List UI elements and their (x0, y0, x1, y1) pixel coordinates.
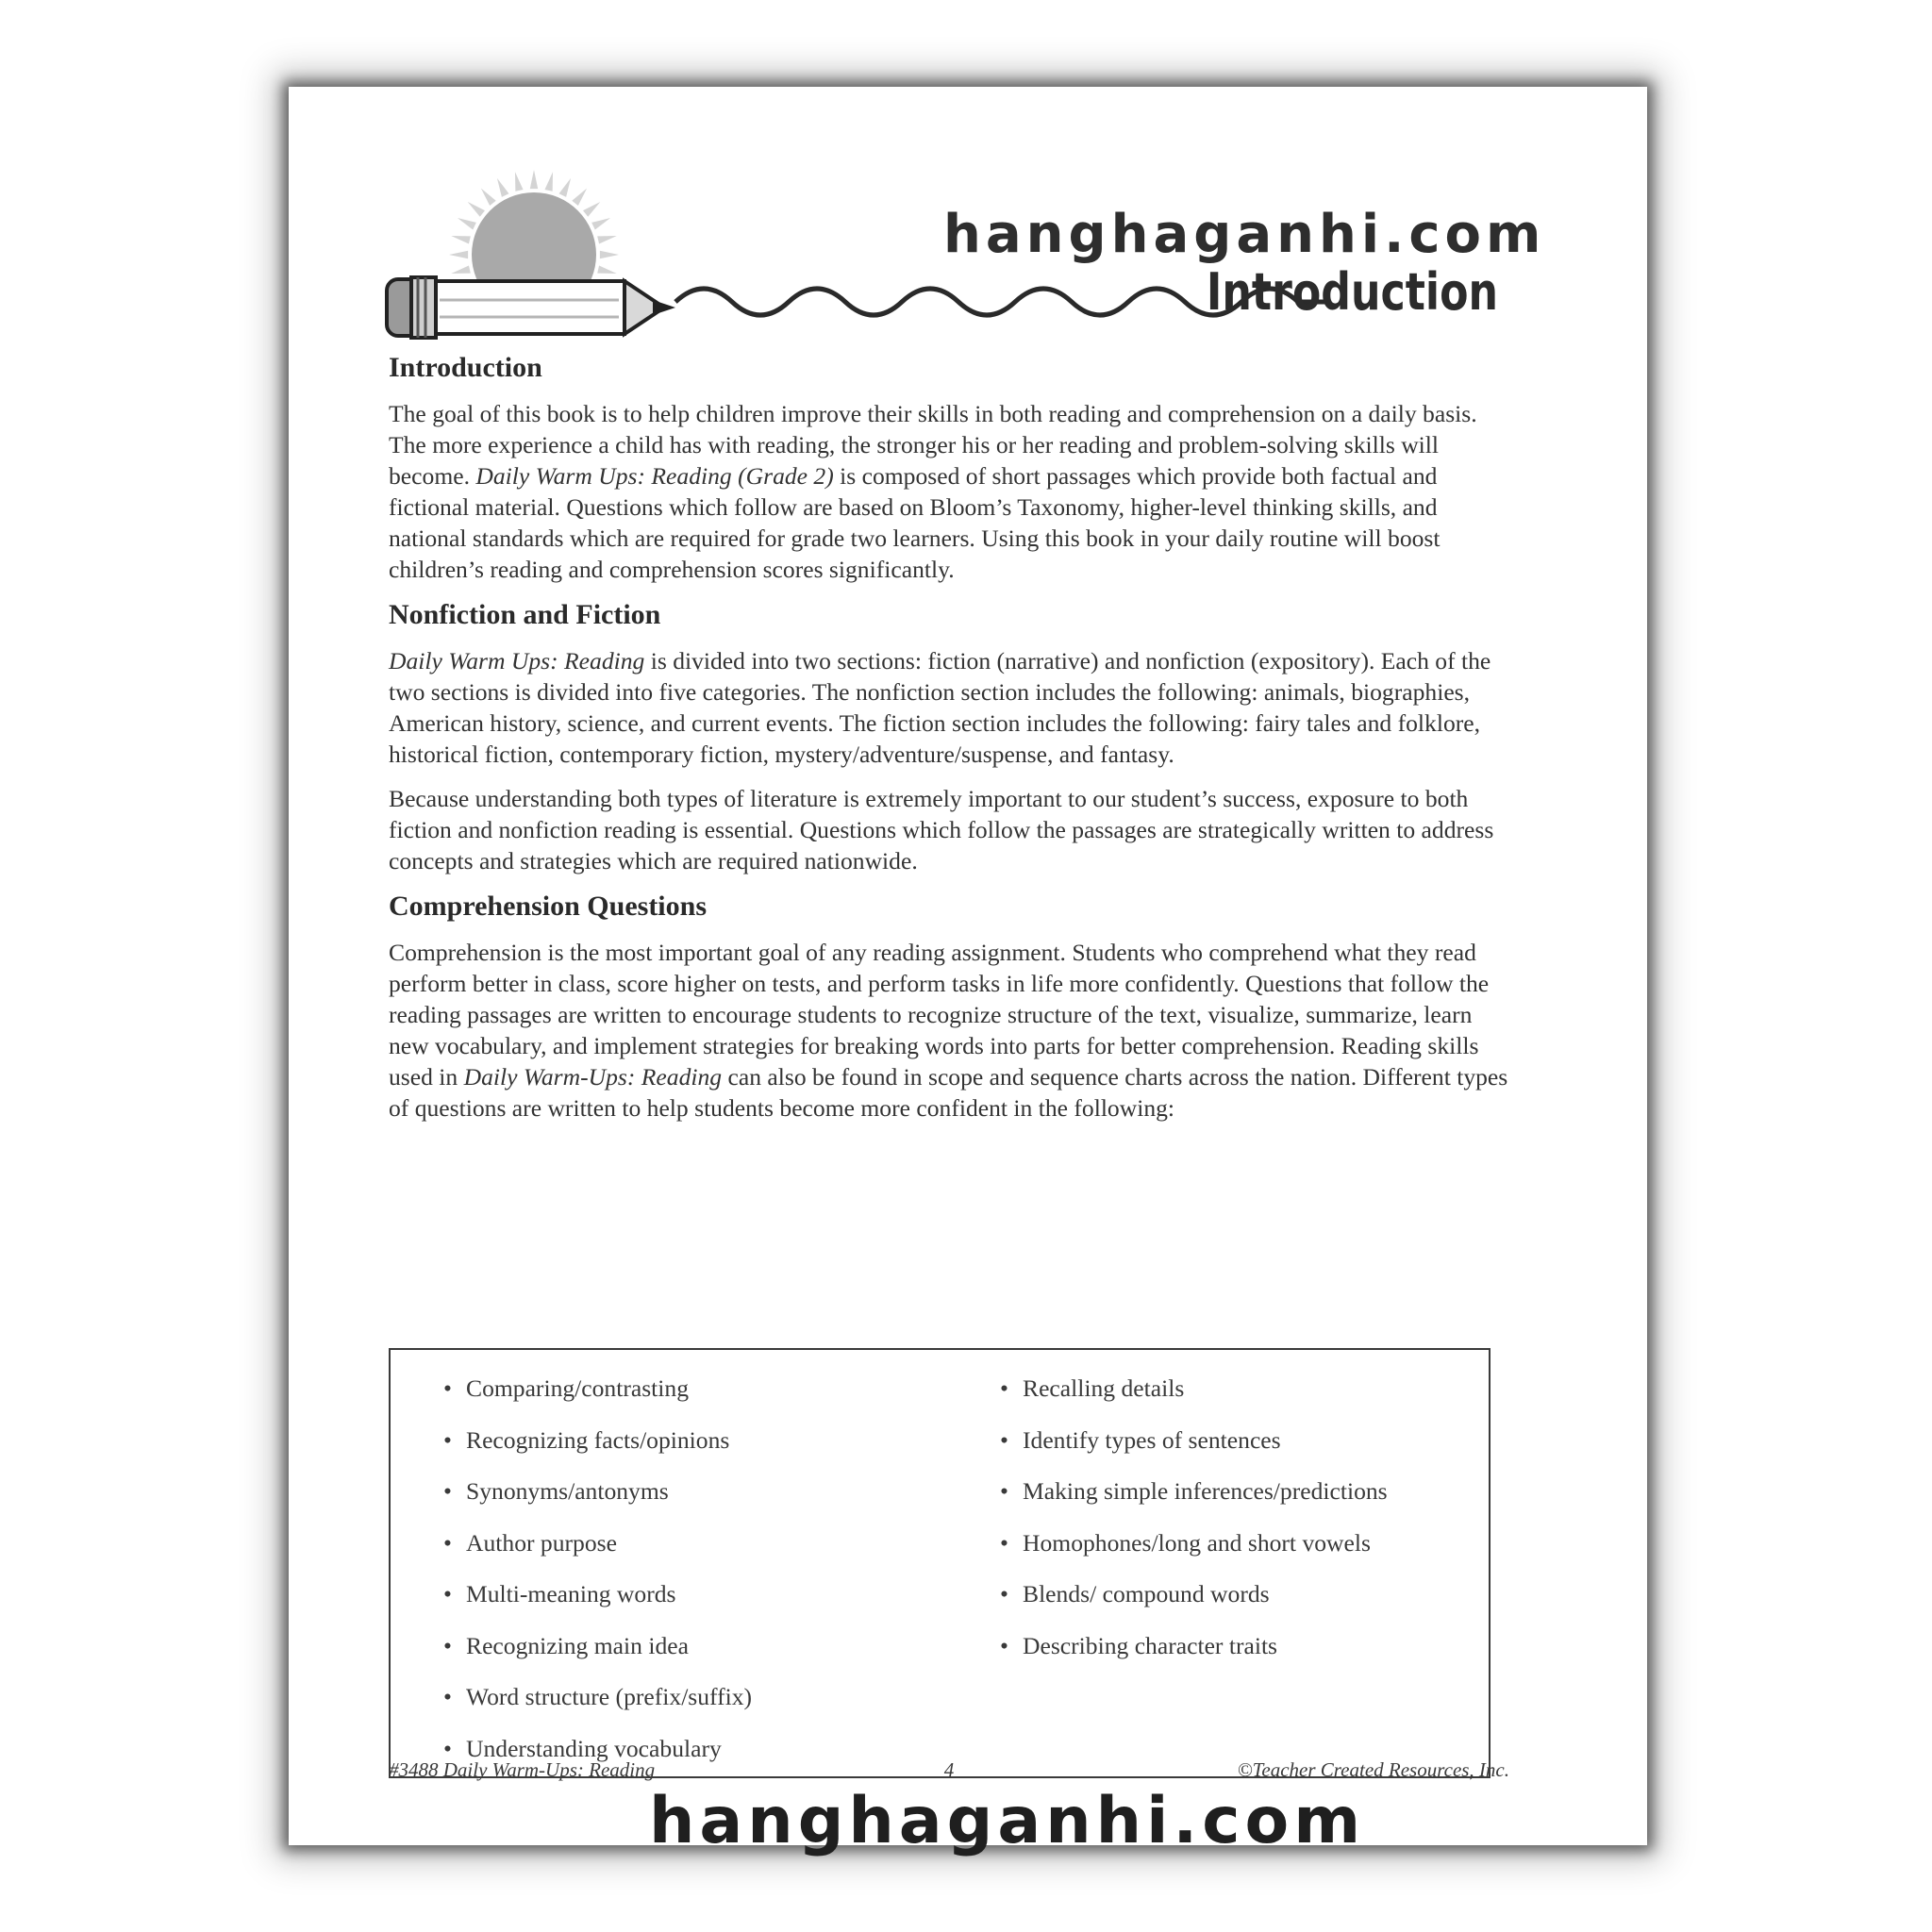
skill-label: Synonyms/antonyms (466, 1477, 669, 1505)
skill-item (1000, 1374, 1388, 1426)
section-heading: Nonfiction and Fiction (389, 599, 661, 630)
sun-ray (530, 170, 538, 189)
footer-title: #3488 Daily Warm-Ups: Reading (389, 1758, 656, 1781)
paragraph-text: is composed of short passages which provide both factual and fictional material. Questions which follow are based on Bloom’s Taxonomy, higher-level thinking skills, and national standards which are required for grade two learners. Using this book in your daily routine will boost children’s reading and comprehension scores significantly. (389, 462, 1441, 583)
paragraph (389, 398, 1513, 585)
sun-ray (458, 218, 476, 230)
paragraph (389, 645, 1513, 770)
paragraph-text: is divided into two sections: fiction (narrative) and nonfiction (expository). Each of the two sections is divided into five categories. The nonfiction section includes the following: animals, biographies, American history, science, and current events. The fiction section includes the following: fairy tales and folklore, historical fiction, contemporary fiction, mystery/adventure/suspense, and fantasy. (389, 647, 1491, 768)
section (389, 890, 1513, 1124)
sun-ray (591, 218, 610, 230)
bullet-icon: • (443, 1528, 452, 1557)
book-title: Daily Warm Ups: Reading (389, 647, 645, 675)
paragraph-text: The goal of this book is to help children improve their skills in both reading and comprehension on a daily basis. The more experience a child has with reading, the stronger his or her reading and problem-solving skills will become. (389, 400, 1477, 490)
skill-label: Homophones/long and short vowels (1023, 1528, 1371, 1557)
skill-label: Recognizing facts/opinions (466, 1425, 730, 1454)
skill-item (1000, 1426, 1388, 1478)
skill-item (443, 1683, 752, 1735)
bullet-icon: • (443, 1477, 452, 1505)
skill-label: Describing character traits (1023, 1631, 1278, 1659)
skill-label: Author purpose (466, 1528, 617, 1557)
section (389, 351, 1513, 585)
skills-box (389, 1348, 1491, 1778)
skill-label: Understanding vocabulary (466, 1734, 722, 1762)
skill-label: Blends/ compound words (1023, 1580, 1270, 1607)
sun-ray (544, 172, 553, 192)
skill-item (443, 1374, 752, 1426)
sun-ray (451, 236, 471, 244)
sun-ray (449, 251, 468, 258)
skill-item (443, 1632, 752, 1684)
paragraph-text: can also be found in scope and sequence charts across the nation. Different types of questions are written to help students become more confident in the following: (389, 1063, 1508, 1122)
skill-item (443, 1426, 752, 1478)
skill-item (1000, 1632, 1388, 1684)
page-number: 4 (943, 1758, 955, 1781)
sun-ray (468, 202, 485, 217)
skill-label: Word structure (prefix/suffix) (466, 1683, 753, 1710)
skill-item (1000, 1529, 1388, 1581)
section (389, 598, 1513, 876)
bullet-icon: • (1000, 1425, 1008, 1454)
paragraph (389, 783, 1513, 876)
watermark-bottom: hanghaganhi.com (649, 1784, 1366, 1858)
bullet-icon: • (443, 1631, 452, 1659)
skills-column-right (1000, 1374, 1388, 1683)
section-heading: Introduction (389, 352, 542, 383)
skill-item (443, 1580, 752, 1632)
skill-label: Comparing/contrasting (466, 1374, 689, 1402)
bullet-icon: • (1000, 1631, 1008, 1659)
header-title: Introduction (1206, 262, 1498, 322)
paragraph-text: Comprehension is the most important goal of any reading assignment. Students who comprehend what they read perform better in class, score higher on tests, and perform tasks in life more confidently. Questions that follow the reading passages are written to encourage students to recognize structure of the text, visualize, summarize, learn new vocabulary, and implement strategies for breaking words into parts for better comprehension. Reading skills used in (389, 939, 1490, 1091)
bullet-icon: • (1000, 1580, 1008, 1607)
document-page (289, 87, 1647, 1858)
sun-ray (515, 172, 524, 192)
paragraph-text: Because understanding both types of literature is extremely important to our student’s success, exposure to both fiction and nonfiction reading is essential. Questions which follow the passages are strategically written to address concepts and strategies which are required nationwide. (389, 785, 1494, 874)
skill-item (443, 1477, 752, 1529)
sun-ray (600, 251, 619, 258)
bullet-icon: • (1000, 1528, 1008, 1557)
sun-ray (497, 178, 509, 197)
sun-ray (481, 189, 496, 206)
bullet-icon: • (443, 1580, 452, 1607)
body-content (389, 351, 1513, 1137)
footer-copyright: ©Teacher Created Resources, Inc. (1237, 1758, 1509, 1781)
sun-ray (451, 265, 471, 274)
book-title: Daily Warm-Ups: Reading (463, 1063, 723, 1091)
skill-label: Recalling details (1023, 1374, 1185, 1402)
skill-item (1000, 1580, 1388, 1632)
bullet-icon: • (443, 1683, 452, 1710)
skills-column-left (443, 1374, 752, 1786)
paragraph (389, 937, 1513, 1124)
bullet-icon: • (443, 1734, 452, 1762)
bullet-icon: • (1000, 1477, 1008, 1505)
skill-item (1000, 1477, 1388, 1529)
section-heading: Comprehension Questions (389, 891, 708, 922)
page-footer (389, 1758, 1509, 1787)
skill-label: Multi-meaning words (466, 1580, 676, 1607)
sun-ray (559, 178, 572, 197)
bullet-icon: • (443, 1425, 452, 1454)
skill-label: Identify types of sentences (1023, 1425, 1281, 1454)
skill-item (443, 1529, 752, 1581)
watermark-top: hanghaganhi.com (943, 204, 1546, 265)
pencil-icon (387, 277, 675, 338)
sun-ray (597, 265, 617, 274)
sun-ray (572, 189, 587, 206)
bullet-icon: • (1000, 1374, 1008, 1402)
skill-label: Recognizing main idea (466, 1631, 689, 1659)
sun-ray (583, 202, 600, 217)
sun-ray (597, 236, 617, 244)
book-title: Daily Warm Ups: Reading (Grade 2) (475, 462, 834, 490)
bullet-icon: • (443, 1374, 452, 1402)
skill-label: Making simple inferences/predictions (1023, 1477, 1388, 1505)
